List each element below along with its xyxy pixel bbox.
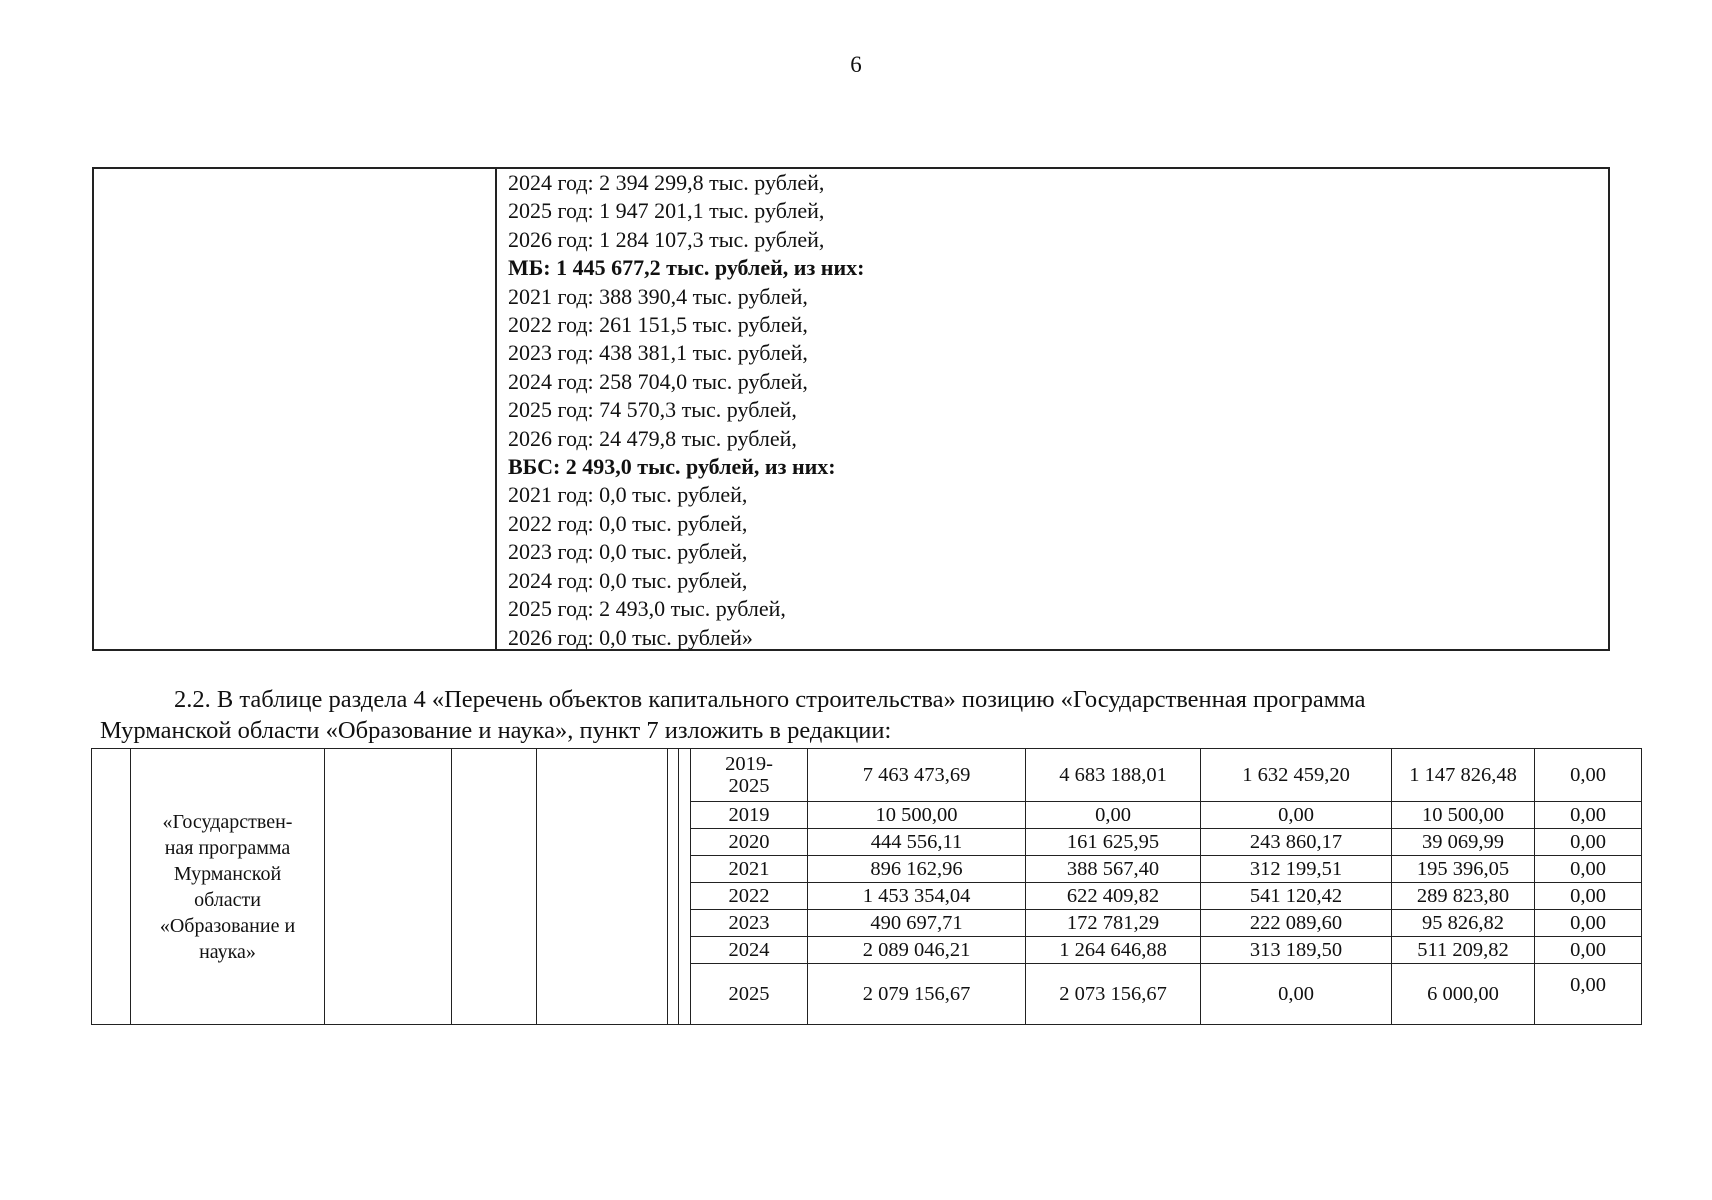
regional-budget-cell: 0,00 <box>1201 964 1392 1025</box>
row-number-cell <box>92 749 131 1025</box>
regional-budget-cell: 541 120,42 <box>1201 883 1392 910</box>
local-budget-cell: 1 147 826,48 <box>1392 749 1535 802</box>
period-cell: 2025 <box>691 964 808 1025</box>
funding-year-line: 2021 год: 388 390,4 тыс. рублей, <box>508 283 808 309</box>
other-sources-cell: 0,00 <box>1535 937 1642 964</box>
local-budget-cell: 195 396,05 <box>1392 856 1535 883</box>
other-sources-cell: 0,00 <box>1535 749 1642 802</box>
other-sources-cell: 0,00 <box>1535 964 1642 1025</box>
other-sources-cell: 0,00 <box>1535 829 1642 856</box>
local-budget-cell: 289 823,80 <box>1392 883 1535 910</box>
regional-budget-cell: 0,00 <box>1201 802 1392 829</box>
funding-year-line: 2025 год: 2 493,0 тыс. рублей, <box>508 596 786 622</box>
program-name-line: ная программа <box>164 836 291 859</box>
federal-budget-cell: 0,00 <box>1026 802 1201 829</box>
empty-cell-5 <box>679 749 691 1025</box>
other-sources-cell: 0,00 <box>1535 856 1642 883</box>
paragraph-line-1: 2.2. В таблице раздела 4 «Перечень объектов капитального строительства» позицию «Государственная программа <box>174 686 1366 713</box>
regional-budget-cell: 243 860,17 <box>1201 829 1392 856</box>
funding-lines <box>508 169 864 652</box>
other-sources-cell: 0,00 <box>1535 802 1642 829</box>
period-cell: 2019- 2025 <box>691 749 808 802</box>
amendment-paragraph <box>100 684 1600 746</box>
funding-year-line: 2024 год: 2 394 299,8 тыс. рублей, <box>508 170 825 195</box>
funding-year-line: 2025 год: 1 947 201,1 тыс. рублей, <box>508 198 825 224</box>
federal-budget-cell: 2 073 156,67 <box>1026 964 1201 1025</box>
empty-cell-4 <box>668 749 679 1025</box>
local-budget-cell: 6 000,00 <box>1392 964 1535 1025</box>
program-name-line: «Образование и <box>159 914 296 937</box>
total-cell: 10 500,00 <box>808 802 1026 829</box>
funding-source-heading: МБ: 1 445 677,2 тыс. рублей, из них: <box>508 255 865 281</box>
funding-year-line: 2022 год: 0,0 тыс. рублей, <box>508 510 748 536</box>
federal-budget-cell: 388 567,40 <box>1026 856 1201 883</box>
period-cell: 2020 <box>691 829 808 856</box>
total-cell: 490 697,71 <box>808 910 1026 937</box>
local-budget-cell: 39 069,99 <box>1392 829 1535 856</box>
regional-budget-cell: 313 189,50 <box>1201 937 1392 964</box>
empty-cell-2 <box>452 749 537 1025</box>
program-name-cell <box>131 749 325 1025</box>
empty-cell-1 <box>325 749 452 1025</box>
funding-year-line: 2024 год: 258 704,0 тыс. рублей, <box>508 368 808 394</box>
total-cell: 444 556,11 <box>808 829 1026 856</box>
funding-year-line: 2025 год: 74 570,3 тыс. рублей, <box>508 397 797 423</box>
period-cell: 2021 <box>691 856 808 883</box>
period-cell: 2024 <box>691 937 808 964</box>
other-sources-cell: 0,00 <box>1535 883 1642 910</box>
program-name-line: Мурманской <box>173 862 282 885</box>
funding-year-line: 2026 год: 0,0 тыс. рублей» <box>508 624 753 650</box>
paragraph-line-2: Мурманской области «Образование и наука», пункт 7 изложить в редакции: <box>100 717 892 744</box>
program-name-line: наука» <box>199 940 256 963</box>
total-cell: 1 453 354,04 <box>808 883 1026 910</box>
empty-cell-3 <box>537 749 668 1025</box>
federal-budget-cell: 622 409,82 <box>1026 883 1201 910</box>
period-cell: 2022 <box>691 883 808 910</box>
funding-year-line: 2023 год: 438 381,1 тыс. рублей, <box>508 340 808 366</box>
funding-source-heading: ВБС: 2 493,0 тыс. рублей, из них: <box>508 454 836 480</box>
federal-budget-cell: 4 683 188,01 <box>1026 749 1201 802</box>
local-budget-cell: 511 209,82 <box>1392 937 1535 964</box>
funding-year-line: 2026 год: 1 284 107,3 тыс. рублей, <box>508 226 825 252</box>
table-row <box>92 749 1642 802</box>
period-cell: 2019 <box>691 802 808 829</box>
funding-table <box>92 167 1610 651</box>
program-name-line: области <box>194 888 261 911</box>
program-name-line: «Государствен- <box>162 810 293 833</box>
local-budget-cell: 95 826,82 <box>1392 910 1535 937</box>
total-cell: 896 162,96 <box>808 856 1026 883</box>
total-cell: 7 463 473,69 <box>808 749 1026 802</box>
total-cell: 2 079 156,67 <box>808 964 1026 1025</box>
federal-budget-cell: 161 625,95 <box>1026 829 1201 856</box>
funding-table-left-cell <box>94 169 497 649</box>
regional-budget-cell: 312 199,51 <box>1201 856 1392 883</box>
period-cell: 2023 <box>691 910 808 937</box>
total-cell: 2 089 046,21 <box>808 937 1026 964</box>
funding-year-line: 2026 год: 24 479,8 тыс. рублей, <box>508 425 797 451</box>
other-sources-cell: 0,00 <box>1535 910 1642 937</box>
regional-budget-cell: 1 632 459,20 <box>1201 749 1392 802</box>
federal-budget-cell: 172 781,29 <box>1026 910 1201 937</box>
regional-budget-cell: 222 089,60 <box>1201 910 1392 937</box>
page-number: 6 <box>850 52 862 77</box>
funding-year-line: 2021 год: 0,0 тыс. рублей, <box>508 482 748 508</box>
funding-year-line: 2024 год: 0,0 тыс. рублей, <box>508 567 748 593</box>
federal-budget-cell: 1 264 646,88 <box>1026 937 1201 964</box>
local-budget-cell: 10 500,00 <box>1392 802 1535 829</box>
funding-year-line: 2022 год: 261 151,5 тыс. рублей, <box>508 312 808 338</box>
funding-year-line: 2023 год: 0,0 тыс. рублей, <box>508 539 748 565</box>
capital-objects-table <box>91 748 1642 1025</box>
